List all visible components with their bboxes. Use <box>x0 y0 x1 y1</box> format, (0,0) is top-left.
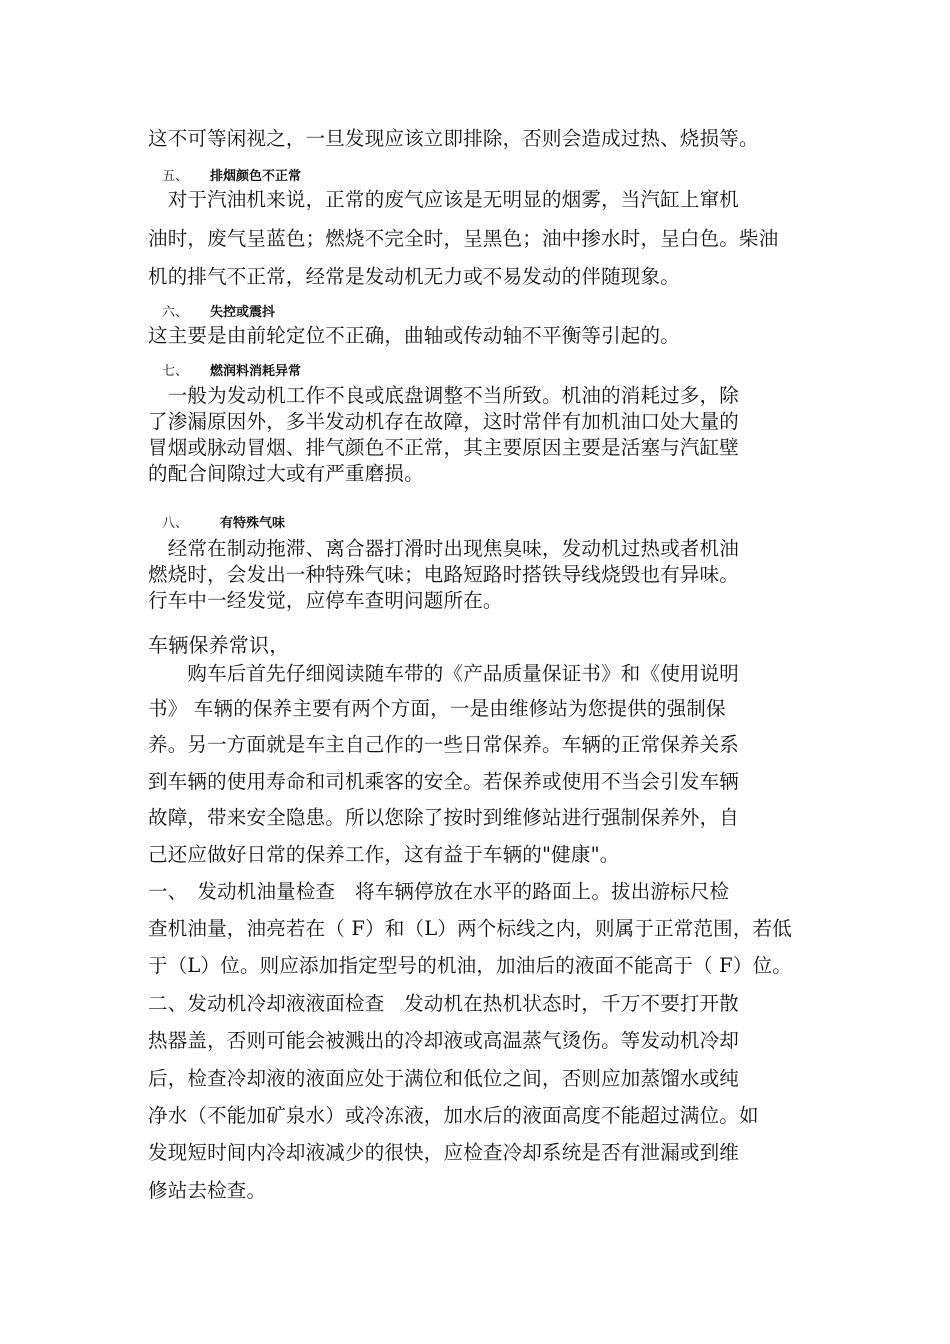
section-7-line-3: 冒烟或脉动冒烟、排气颜色不正常，其主要原因主要是活塞与汽缸壁 <box>148 436 740 459</box>
maintenance-line-1: 购车后首先仔细阅读随车带的《产品质量保证书》和《使用说明 <box>148 662 740 685</box>
section-6-title: 失控或震抖 <box>210 305 276 320</box>
section-7-number: 七、 <box>162 364 189 379</box>
maintenance-line-10: 二、发动机冷却液液面检查 发动机在热机状态时，千万不要打开散 <box>148 992 740 1015</box>
section-7-title: 燃润料消耗异常 <box>210 364 302 379</box>
section-5-heading <box>162 165 301 184</box>
section-5-line-2: 油时，废气呈蓝色；燃烧不完全时，呈黑色；油中掺水时，呈白色。柴油 <box>148 227 779 250</box>
section-8-title: 有特殊气味 <box>220 516 286 531</box>
maintenance-line-12: 后，检查冷却液的液面应处于满位和低位之间，否则应加蒸馏水或纯 <box>148 1067 740 1090</box>
section-8-line-2: 燃烧时，会发出一种特殊气味；电路短路时搭铁导线烧毁也有异味。 <box>148 563 740 586</box>
intro-line: 这不可等闲视之，一旦发现应该立即排除，否则会造成过热、烧损等。 <box>148 127 759 150</box>
section-8-number: 八、 <box>162 516 189 531</box>
section-5-number: 五、 <box>162 169 189 184</box>
maintenance-line-3: 养。另一方面就是车主自己作的一些日常保养。车辆的正常保养关系 <box>148 733 740 756</box>
section-5-title: 排烟颜色不正常 <box>210 169 302 184</box>
maintenance-line-6: 己还应做好日常的保养工作，这有益于车辆的"健康"。 <box>148 843 620 866</box>
maintenance-line-11: 热器盖，否则可能会被溅出的冷却液或高温蒸气烫伤。等发动机冷却 <box>148 1029 740 1052</box>
section-5-line-3: 机的排气不正常，经常是发动机无力或不易发动的伴随现象。 <box>148 265 680 288</box>
section-7-line-4: 的配合间隙过大或有严重磨损。 <box>148 462 424 485</box>
maintenance-line-14: 发现短时间内冷却液减少的很快，应检查冷却系统是否有泄漏或到维 <box>148 1141 740 1164</box>
section-6-line-1: 这主要是由前轮定位不正确，曲轴或传动轴不平衡等引起的。 <box>148 324 680 347</box>
section-7-line-2: 了渗漏原因外，多半发动机存在故障，这时常伴有加机油口处大量的 <box>148 410 740 433</box>
section-8-line-3: 行车中一经发觉，应停车查明问题所在。 <box>148 589 503 612</box>
section-7-line-1: 一般为发动机工作不良或底盘调整不当所致。机油的消耗过多，除 <box>148 384 740 407</box>
maintenance-line-8: 查机油量，油亮若在（ F）和（L）两个标线之内，则属于正常范围，若低 <box>148 917 792 940</box>
maintenance-line-2: 书》 车辆的保养主要有两个方面，一是由维修站为您提供的强制保 <box>148 697 726 720</box>
maintenance-line-7: 一、 发动机油量检查 将车辆停放在水平的路面上。拔出游标尺检 <box>148 880 730 903</box>
section-8-line-1: 经常在制动拖滞、离合器打滑时出现焦臭味，发动机过热或者机油 <box>148 537 740 560</box>
maintenance-line-4: 到车辆的使用寿命和司机乘客的安全。若保养或使用不当会引发车辆 <box>148 770 740 793</box>
section-6-number: 六、 <box>162 305 189 320</box>
maintenance-line-15: 修站去检查。 <box>148 1179 267 1202</box>
section-6-heading <box>162 301 275 320</box>
maintenance-title: 车辆保养常识， <box>148 633 290 657</box>
section-5-line-1: 对于汽油机来说，正常的废气应该是无明显的烟雾，当汽缸上窜机 <box>148 188 740 211</box>
section-7-heading <box>162 360 301 379</box>
maintenance-line-9: 于（L）位。则应添加指定型号的机油，加油后的液面不能高于（ F）位。 <box>148 954 792 977</box>
maintenance-line-13: 净水（不能加矿泉水）或冷冻液，加水后的液面高度不能超过满位。如 <box>148 1104 759 1127</box>
section-8-heading <box>162 512 285 531</box>
maintenance-line-5: 故障，带来安全隐患。所以您除了按时到维修站进行强制保养外，自 <box>148 806 740 829</box>
